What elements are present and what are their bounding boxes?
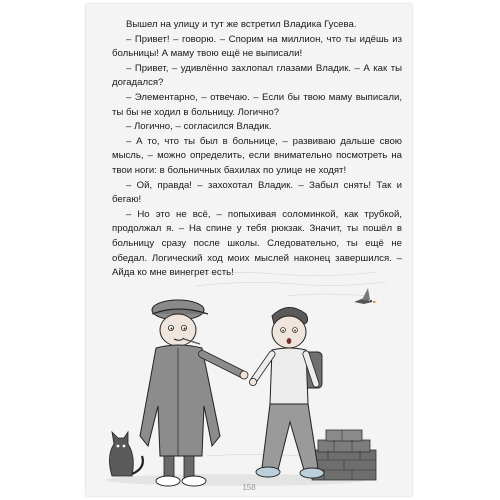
paragraph: – А то, что ты был в больнице, – развиваю дальше свою мысль, – можно определить, если внимательно посмотреть на твои ноги: в больничных бахилах по улице не ходят! <box>112 135 402 176</box>
bird-icon <box>354 288 377 304</box>
paragraph: – Но это не всё, – попыхивая соломинкой, как трубкой, продолжал я. – На спине у тебя рюкзак. Значит, ты пошёл в больницу сразу после школы. Следовательно, ты ещё не обедал. Логический ход моих мыслей наконец завершился. – Айда ко мне винегрет есть! <box>112 208 402 279</box>
paragraph: – Ой, правда! – захохотал Владик. – Забыл снять! Так и бегаю! <box>112 179 402 206</box>
boy-with-backpack-icon <box>249 307 324 478</box>
cat-icon <box>109 432 142 476</box>
story-illustration <box>86 266 412 496</box>
paragraph: – Привет! – говорю. – Спорим на миллион, что ты идёшь из больницы! А маму твою ещё не выписали! <box>112 33 402 60</box>
paragraph: – Элементарно, – отвечаю. – Если бы твою маму выписали, ты бы не ходил в больницу. Логично? <box>112 91 402 118</box>
paragraph: – Логично, – согласился Владик. <box>126 121 272 133</box>
paragraph: – Привет, – удивлённо захлопал глазами Владик. – А как ты догадался? <box>112 62 402 89</box>
page-number: 158 <box>242 483 256 492</box>
paragraph: Вышел на улицу и тут же встретил Владика Гусева. <box>126 19 357 30</box>
book-page <box>86 4 412 496</box>
boy-with-cap-icon <box>140 300 248 486</box>
story-text <box>112 18 402 281</box>
